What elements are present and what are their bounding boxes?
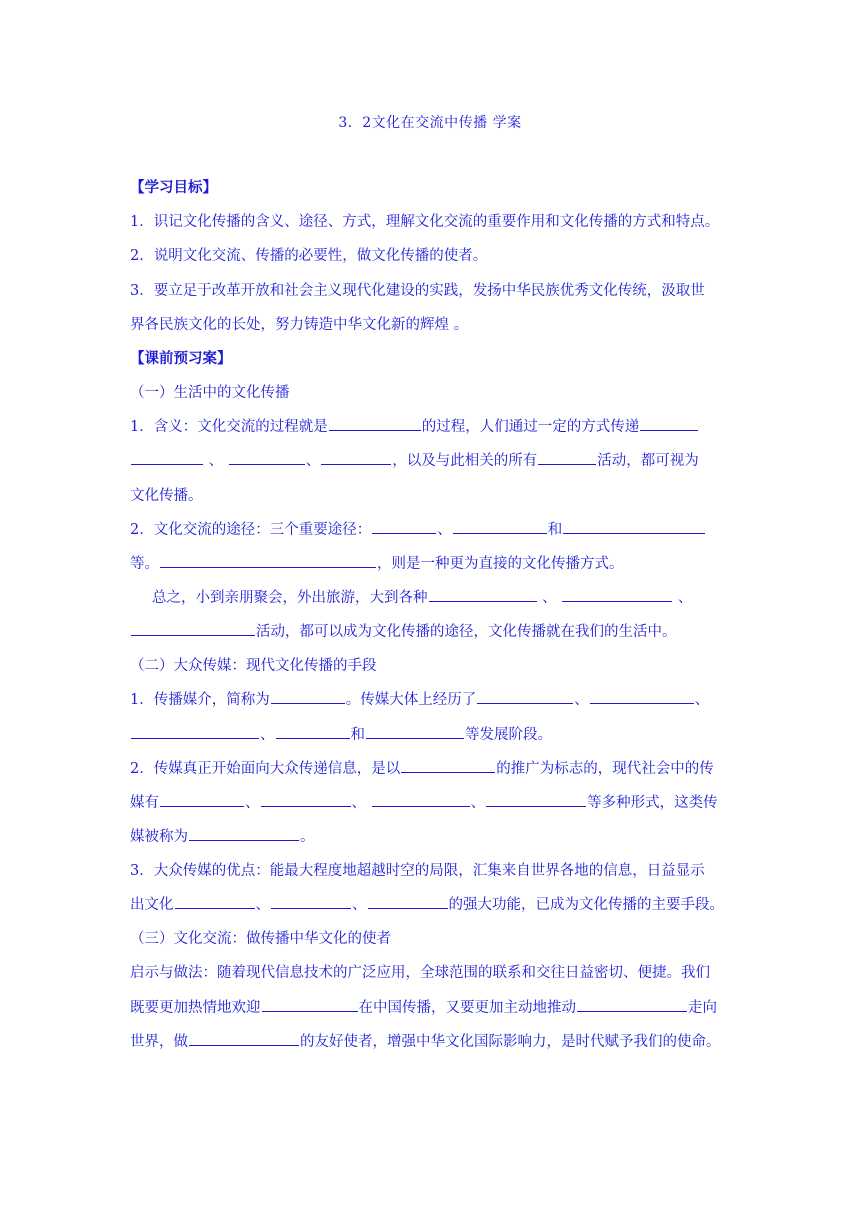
blank[interactable] [189,1032,299,1046]
text: 、 [208,453,224,469]
text: 、 [305,453,321,469]
text: 、 [542,590,557,606]
definition-line2 [130,451,699,471]
goal-3-line1: 3．要立足于改革开放和社会主义现代化建设的实践，发扬中华民族优秀文化传统，汲取世 [130,283,705,299]
blank[interactable] [329,417,421,431]
text: 、 [677,590,693,606]
blank[interactable] [366,725,464,739]
text: 、 [470,795,486,811]
text: 、 [255,897,270,913]
definition-line1 [130,417,699,437]
exchange-line3 [130,1032,721,1052]
document-title: 3．2文化在交流中传播 学案 [338,115,522,131]
blank[interactable] [229,451,305,465]
blank[interactable] [271,895,351,909]
blank[interactable] [577,998,687,1012]
blank[interactable] [401,759,495,773]
media2-line1 [130,759,714,779]
blank[interactable] [189,827,299,841]
text: 、 [352,897,367,913]
blank[interactable] [131,725,259,739]
media3-line2 [130,895,724,915]
blank[interactable] [271,690,345,704]
media1-line1 [130,690,709,710]
text: 媒有 [130,795,159,811]
text: 、 [694,692,710,708]
text: 、 [245,795,260,811]
blank[interactable] [321,451,391,465]
text: 和 [547,522,563,538]
blank[interactable] [562,588,672,602]
text: ，则是一种更为直接的文化传播方式。 [377,556,624,572]
text: 等多种形式，这类传 [587,795,718,811]
blank[interactable] [453,520,547,534]
blank[interactable] [477,690,573,704]
text: 的友好使者，增强中华文化国际影响力，是时代赋予我们的使命。 [300,1034,721,1050]
blank[interactable] [368,895,448,909]
text: 和 [350,727,365,743]
summary-line1 [152,588,692,608]
exchange-line1: 启示与做法：随着现代信息技术的广泛应用，全球范围的联系和交往日益密切、便捷。我们 [130,965,710,981]
goals-header: 【学习目标】 [130,179,217,196]
media3-line1: 3．大众传媒的优点：能最大程度地超越时空的局限，汇集来自世界各地的信息，日益显示 [130,863,705,879]
text: 世界，做 [130,1034,188,1050]
blank[interactable] [160,554,376,568]
text: 、 [351,795,366,811]
text: 的过程，人们通过一定的方式传递 [421,419,640,435]
text: ，以及与此相关的所有 [392,453,538,469]
text: 出文化 [130,897,174,913]
text: 、 [574,692,589,708]
goal-1: 1．识记文化传播的含义、途径、方式，理解文化交流的重要作用和文化传播的方式和特点。 [130,214,720,230]
blank[interactable] [429,588,537,602]
blank[interactable] [563,520,705,534]
text: 2．文化交流的途径：三个重要途径： [130,522,372,538]
text: 的强大功能，已成为文化传播的主要手段。 [448,897,724,913]
text: 。传媒大体上经历了 [345,692,477,708]
text: 1．传播媒介，简称为 [130,692,270,708]
blank[interactable] [175,895,255,909]
text: 的推广为标志的，现代社会中的传 [496,761,714,777]
goal-2: 2．说明文化交流、传播的必要性，做文化传播的使者。 [130,248,488,264]
text: 、 [437,522,452,538]
media1-line2 [130,725,552,745]
media2-line2 [130,793,718,813]
text: 总之，小到亲朋聚会，外出旅游，大到各种 [152,590,428,606]
blank[interactable] [262,998,358,1012]
blank[interactable] [538,451,596,465]
text: 。 [300,829,315,845]
summary-line2 [130,622,677,642]
blank[interactable] [372,793,470,807]
blank[interactable] [131,622,255,636]
blank[interactable] [590,690,694,704]
text: 在中国传播，又要更加主动地推动 [358,1000,576,1016]
blank[interactable] [131,451,203,465]
text: 2．传媒真正开始面向大众传递信息，是以 [130,761,401,777]
blank[interactable] [160,793,244,807]
part3-header: （三）文化交流：做传播中华文化的使者 [130,931,391,947]
text: 等发展阶段。 [465,727,552,743]
text: 走向 [688,1000,717,1016]
text: 、 [260,727,275,743]
text: 媒被称为 [130,829,188,845]
preview-header: 【课前预习案】 [130,350,232,367]
media2-line3 [130,827,315,847]
text: 活动，都可视为 [597,453,699,469]
routes-line1 [130,520,706,540]
part1-header: （一）生活中的文化传播 [130,385,290,401]
goal-3-line2: 界各民族文化的长处，努力铸造中华文化新的辉煌 。 [130,317,469,333]
blank[interactable] [486,793,586,807]
routes-line2 [130,554,624,574]
text: 活动，都可以成为文化传播的途径，文化传播就在我们的生活中。 [256,624,677,640]
blank[interactable] [276,725,350,739]
text: 既要更加热情地欢迎 [130,1000,261,1016]
blank[interactable] [640,417,698,431]
blank[interactable] [261,793,351,807]
exchange-line2 [130,998,717,1018]
blank[interactable] [372,520,436,534]
definition-line3: 文化传播。 [130,488,203,504]
text: 1．含义：文化交流的过程就是 [130,419,328,435]
text: 等。 [130,556,159,572]
part2-header: （二）大众传媒：现代文化传播的手段 [130,658,377,674]
